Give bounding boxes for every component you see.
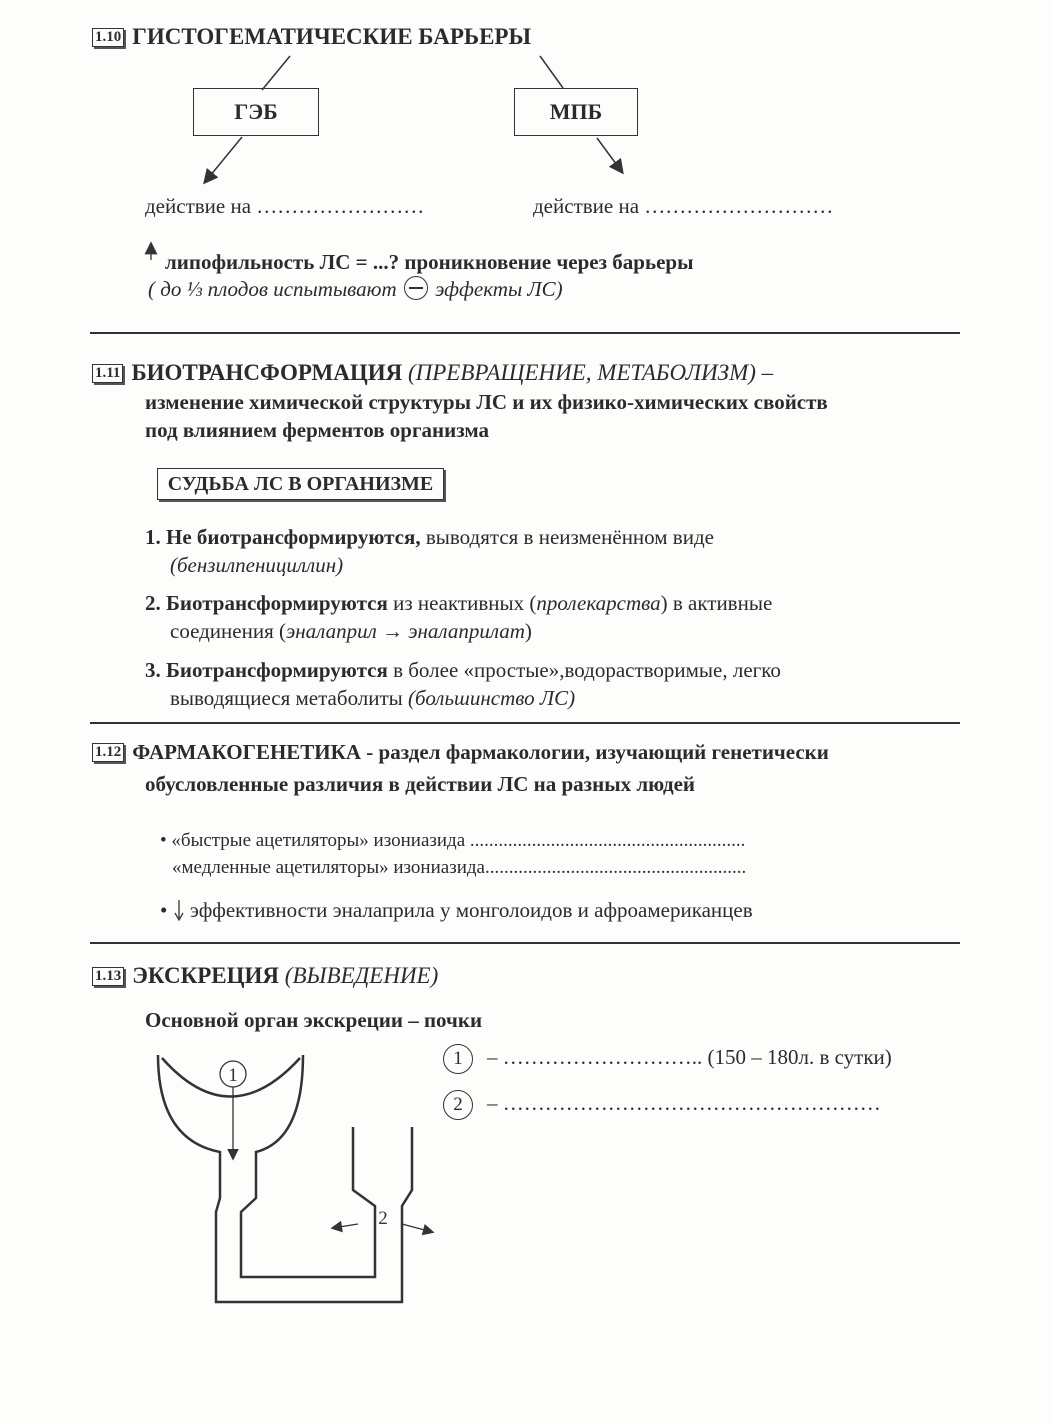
fate-item-2 (145, 591, 772, 616)
fetus-note (148, 276, 563, 302)
section-title: ЭКСКРЕЦИЯ (132, 963, 280, 988)
bullet-slow-acetylators: «медленные ацетиляторы» изониазида....................................................... (172, 857, 747, 878)
fate-item-3 (145, 658, 781, 683)
section-title: ФАРМАКОГЕНЕТИКА - раздел фармакологии, изучающий генетически (132, 740, 829, 764)
section-title-paren: (ПРЕВРАЩЕНИЕ, МЕТАБОЛИЗМ) (407, 360, 756, 385)
fate-item-1-example: (бензилпенициллин) (170, 553, 344, 577)
item-text: ) в активные (660, 591, 773, 615)
fate-item-3-line-2 (170, 686, 575, 711)
number-circle-icon: 1 (443, 1044, 473, 1074)
item-text: из неактивных ( (387, 591, 537, 615)
item-text: ) (524, 619, 532, 643)
mpb-box: МПБ (514, 88, 638, 136)
section-title: БИОТРАНСФОРМАЦИЯ (131, 360, 403, 385)
geb-box: ГЭБ (193, 88, 319, 136)
section-1-11-heading (92, 360, 773, 386)
figure-label-2: 2 (378, 1208, 388, 1229)
item-bold: 3. Биотрансформируются (145, 658, 388, 682)
reabsorption-arrow (333, 1224, 358, 1228)
lipophilicity-line: липофильность ЛС = ...? проникновение через барьеры (165, 250, 694, 274)
divider (90, 722, 960, 724)
fate-item-2-line-2 (170, 619, 532, 644)
section-title-dash: – (755, 360, 774, 385)
excretion-line-text: – ……………………………………………… (487, 1091, 881, 1115)
bullet-fast-acetylators: • «быстрые ацетиляторы» изониазида .......................................................... (160, 830, 746, 851)
divider (90, 332, 960, 334)
item-italic: (большинство ЛС) (408, 686, 576, 710)
section-1-13-heading (92, 963, 438, 989)
definition-line-1: изменение химической структуры ЛС и их физико-химических свойств (145, 390, 828, 414)
figure-label-1: 1 (228, 1065, 238, 1086)
minus-circle-icon (404, 276, 428, 300)
item-bold: 2. Биотрансформируются (145, 591, 388, 615)
arrow-mpb-down (597, 138, 622, 172)
bullet-enalapril: • эффективности эналаприла у монголоидов и афроамериканцев (160, 898, 753, 922)
section-number: 1.13 (92, 967, 124, 986)
item-text: выводящиеся метаболиты (170, 686, 409, 710)
fate-box: СУДЬБА ЛС В ОРГАНИЗМЕ (157, 468, 444, 500)
number-circle-icon: 2 (443, 1090, 473, 1120)
excretion-line-text: – ……………………….. (150 – 180л. в сутки) (487, 1045, 892, 1069)
mpb-action: действие на ……………………… (533, 194, 834, 218)
fate-item-1 (145, 525, 714, 550)
excretion-line-2 (443, 1090, 881, 1120)
section-title: ГИСТОГЕМАТИЧЕСКИЕ БАРЬЕРЫ (132, 24, 532, 49)
item-italic: эналаприл → эналаприлат (285, 619, 525, 643)
divider (90, 942, 960, 944)
definition-line-2: под влиянием ферментов организма (145, 418, 490, 442)
geb-action: действие на …………………… (145, 194, 425, 218)
excretion-line-1 (443, 1044, 892, 1074)
excretion-organ: Основной орган экскреции – почки (145, 1008, 483, 1032)
line-title-to-geb (262, 56, 290, 90)
section-number: 1.10 (92, 28, 124, 47)
fetus-note-post: эффекты ЛС) (435, 277, 563, 301)
item-italic: пролекарства (536, 591, 661, 615)
section-title-line-2: обусловленные различия в действии ЛС на разных людей (145, 772, 696, 796)
item-text: выводятся в неизменённом виде (420, 525, 714, 549)
section-number: 1.12 (92, 743, 124, 762)
item-text: в более «простые»,водорастворимые, легко (387, 658, 781, 682)
down-arrow-icon (173, 898, 185, 922)
arrow-geb-down (205, 137, 242, 182)
section-number: 1.11 (92, 364, 123, 383)
nephron-figure (140, 1040, 460, 1320)
bullet-text: эффективности эналаприла у монголоидов и афроамериканцев (189, 898, 753, 922)
section-title-paren: (ВЫВЕДЕНИЕ) (284, 963, 439, 988)
line-title-to-mpb (540, 56, 563, 88)
fetus-note-pre: ( до ⅓ плодов испытывают (148, 277, 397, 301)
item-text: соединения ( (170, 619, 286, 643)
secretion-arrow (402, 1224, 432, 1232)
section-1-12-heading (92, 740, 829, 765)
item-bold: 1. Не биотрансформируются, (145, 525, 421, 549)
